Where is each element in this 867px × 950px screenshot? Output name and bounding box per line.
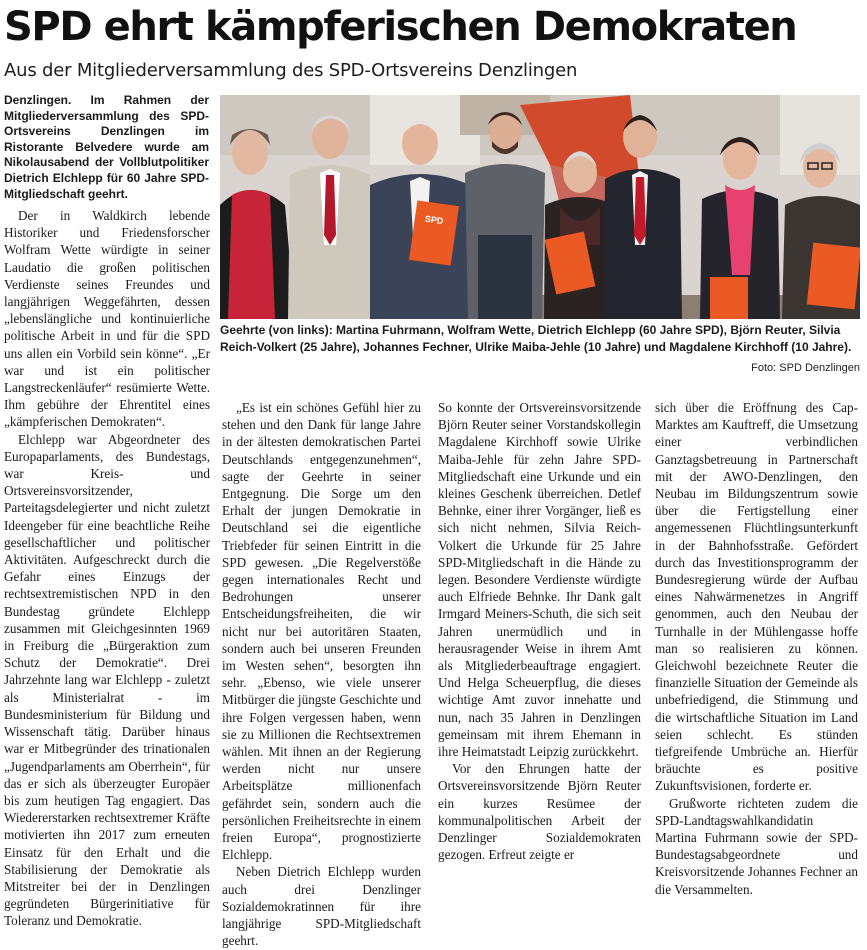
paragraph: Elchlepp war Abgeordneter des Europaparlaments, des Bundestags, war Kreis- und Ortsvereinsvorsitzender, Parteitagsdelegierter und nicht zuletzt Ideengeber für eine beachtliche Reihe gesellschaftlicher und politischer Aktivitäten. Aufgeschreckt durch die Gefahr eines Einzugs der rechtsextremistischen NPD in den Bundestag gründete Elchlepp zusammen mit Gleichgesinnten 1969 in Freiburg die „Bürgeraktion zum Schutz der Demokratie“. Drei Jahrzehnte lang war Elchlepp - zuletzt als Ministerialrat - im Bundesministerium für Bildung und Wissenschaft tätig. Darüber hinaus war er Mitbegründer des trinationalen „Jugendparlaments am Oberrhein“, für das er sich als überzeugter Europäer bis zum heutigen Tag engagiert. Das Wiedererstarken rechtsextremer Kräfte motivierten ihn 2017 zum erneuten Einsatz für den Erhalt und die Stabilisierung der Demokratie als Mitstreiter bei der in Denzlingen gegründeten Bürgerinitiative für Toleranz und Demokratie. [4,431,210,929]
paragraph: Grußworte richteten zudem die SPD-Landtagswahlkandidatin Martina Fuhrmann sowie der SPD-Bundestagsabgeordnete und Kreisvorsitzende Johannes Fechner an die Versammelten. [655,795,858,897]
group-photo [220,95,860,319]
lead-paragraph: Denzlingen. Im Rahmen der Mitgliederversammlung des SPD-Ortsvereins Denzlingen im Ristorante Belvedere wurde am Nikolausabend der Vollblutpolitiker Dietrich Elchlepp für 60 Jahre SPD-Mitgliedschaft geehrt. [4,93,209,201]
paragraph: Vor den Ehrungen hatte der Ortsvereinsvorsitzende Björn Reuter ein kurzes Resümee der kommunalpolitischen Arbeit der Denzlinger Sozialdemokraten gezogen. Erfreut zeigte er [438,761,641,863]
body-column-2 [222,399,421,950]
subheadline: Aus der Mitgliederversammlung des SPD-Ortsvereins Denzlingen [4,60,578,81]
photo-credit: Foto: SPD Denzlingen [751,362,860,374]
group-photo-illustration [220,95,860,319]
folder-label: SPD [424,213,444,227]
headline: SPD ehrt kämpferischen Demokraten [4,4,797,50]
body-column-1 [4,207,210,930]
paragraph: Neben Dietrich Elchlepp wurden auch drei Denzlinger Sozialdemokratinnen für ihre langjährige SPD-Mitgliedschaft geehrt. [222,864,421,949]
paragraph: sich über die Eröffnung des Cap-Marktes am Kauftreff, die Umsetzung einer verbindlichen Ganztagsbetreuung in Partnerschaft mit der AWO-Denzlingen, den Neubau im Bildungszentrum sowie über die Fertigstellung einer angemessenen Flüchtlingsunterkunft in der Bahnhofsstraße. Gefördert durch das Investitionsprogramm der Bundesregierung würde der Aufbau eines Nahwärmenetzes in Angriff genommen, auch den Neubau der Turnhalle in der Mühlengasse hoffe man so realisieren zu können. Gleichwohl bezeichnete Reuter die finanzielle Situation der Gemeinde als unbefriedigend, die Stimmung und die wirtschaftliche Situation im Land seien schlecht. Es stünden tiefgreifende Umbrüche an. Hierfür bräuchte es positive Zukunftsvisionen, forderte er. [655,400,858,794]
paragraph: „Es ist ein schönes Gefühl hier zu stehen und den Dank für lange Jahre in der ältesten demokratischen Partei Deutschlands entgegenzunehmen“, sagte der Geehrte in seiner Entgegnung. Die Sorge um den Erhalt der jungen Demokratie in Deutschland sei die eigentliche Triebfeder für seinen Eintritt in die SPD gewesen. „Die Regelverstöße gegen internationales Recht und Bedrohungen unserer Entscheidungsfreiheiten, die wir nicht nur bei autoritären Staaten, sondern auch bei unseren Freunden im Westen sehen“, besorgten ihn sehr. „Ebenso, wie viele unserer Mitbürger die jüngste Geschichte und ihre Folgen vergessen haben, wenn sie zu Millionen die Rechtsextremen wählen. Mit ihnen an der Regierung werden nicht nur unsere Arbeitsplätze millionenfach gefährdet sein, sondern auch die persönlichen Freiheitsrechte in einem freien Europa“, prognostizierte Elchlepp. [222,400,421,863]
paragraph: So konnte der Ortsvereinsvorsitzende Björn Reuter seiner Vorstandskollegin Magdalene Kirchhoff sowie Ulrike Maiba-Jehle für zehn Jahre SPD-Mitgliedschaft eine Urkunde und ein kleines Geschenk überreichen. Detlef Behnke, einer ihrer Vorgänger, ließ es sich nicht nehmen, Silvia Reich-Volkert die Urkunde für 25 Jahre SPD-Mitgliedschaft in die Hände zu legen. Besondere Verdienste würdigte auch Elfriede Behnke. Ihr Dank galt Irmgard Meiners-Schuth, die sich seit Jahren unermüdlich und in herausragender Weise in ihrem Amt als Mitgliederbeauftrage engagiert. Und Helga Scheuerpflug, die dieses wichtige Amt zuvor innehatte und nun, nach 35 Jahren in Denzlingen gemeinsam mit ihrem Ehemann in ihre Heimatstadt Leipzig zurückkehrt. [438,400,641,760]
paragraph: Der in Waldkirch lebende Historiker und Friedensforscher Wolfram Wette würdigte in seiner Laudatio die großen politischen Verdienste seines Freundes und langjährigen Weggefährten, dessen „lebenslängliche und kontinuierliche politische Arbeit in und für die SPD uns allen ein Vorbild sein könne“. „Er war und ist ein politischer Langstreckenläufer“ resümierte Wette. Ihm gebühre der Ehrentitel eines „kämpferischen Demokraten“. [4,208,210,430]
photo-caption: Geehrte (von links): Martina Fuhrmann, Wolfram Wette, Dietrich Elchlepp (60 Jahre SPD), Björn Reuter, Silvia Reich-Volkert (25 Jahre), Johannes Fechner, Ulrike Maiba-Jehle (10 Jahre) und Magdalene Kirchhoff (10 Jahre). [220,323,852,354]
body-column-3 [438,399,641,863]
body-column-4 [655,399,858,898]
